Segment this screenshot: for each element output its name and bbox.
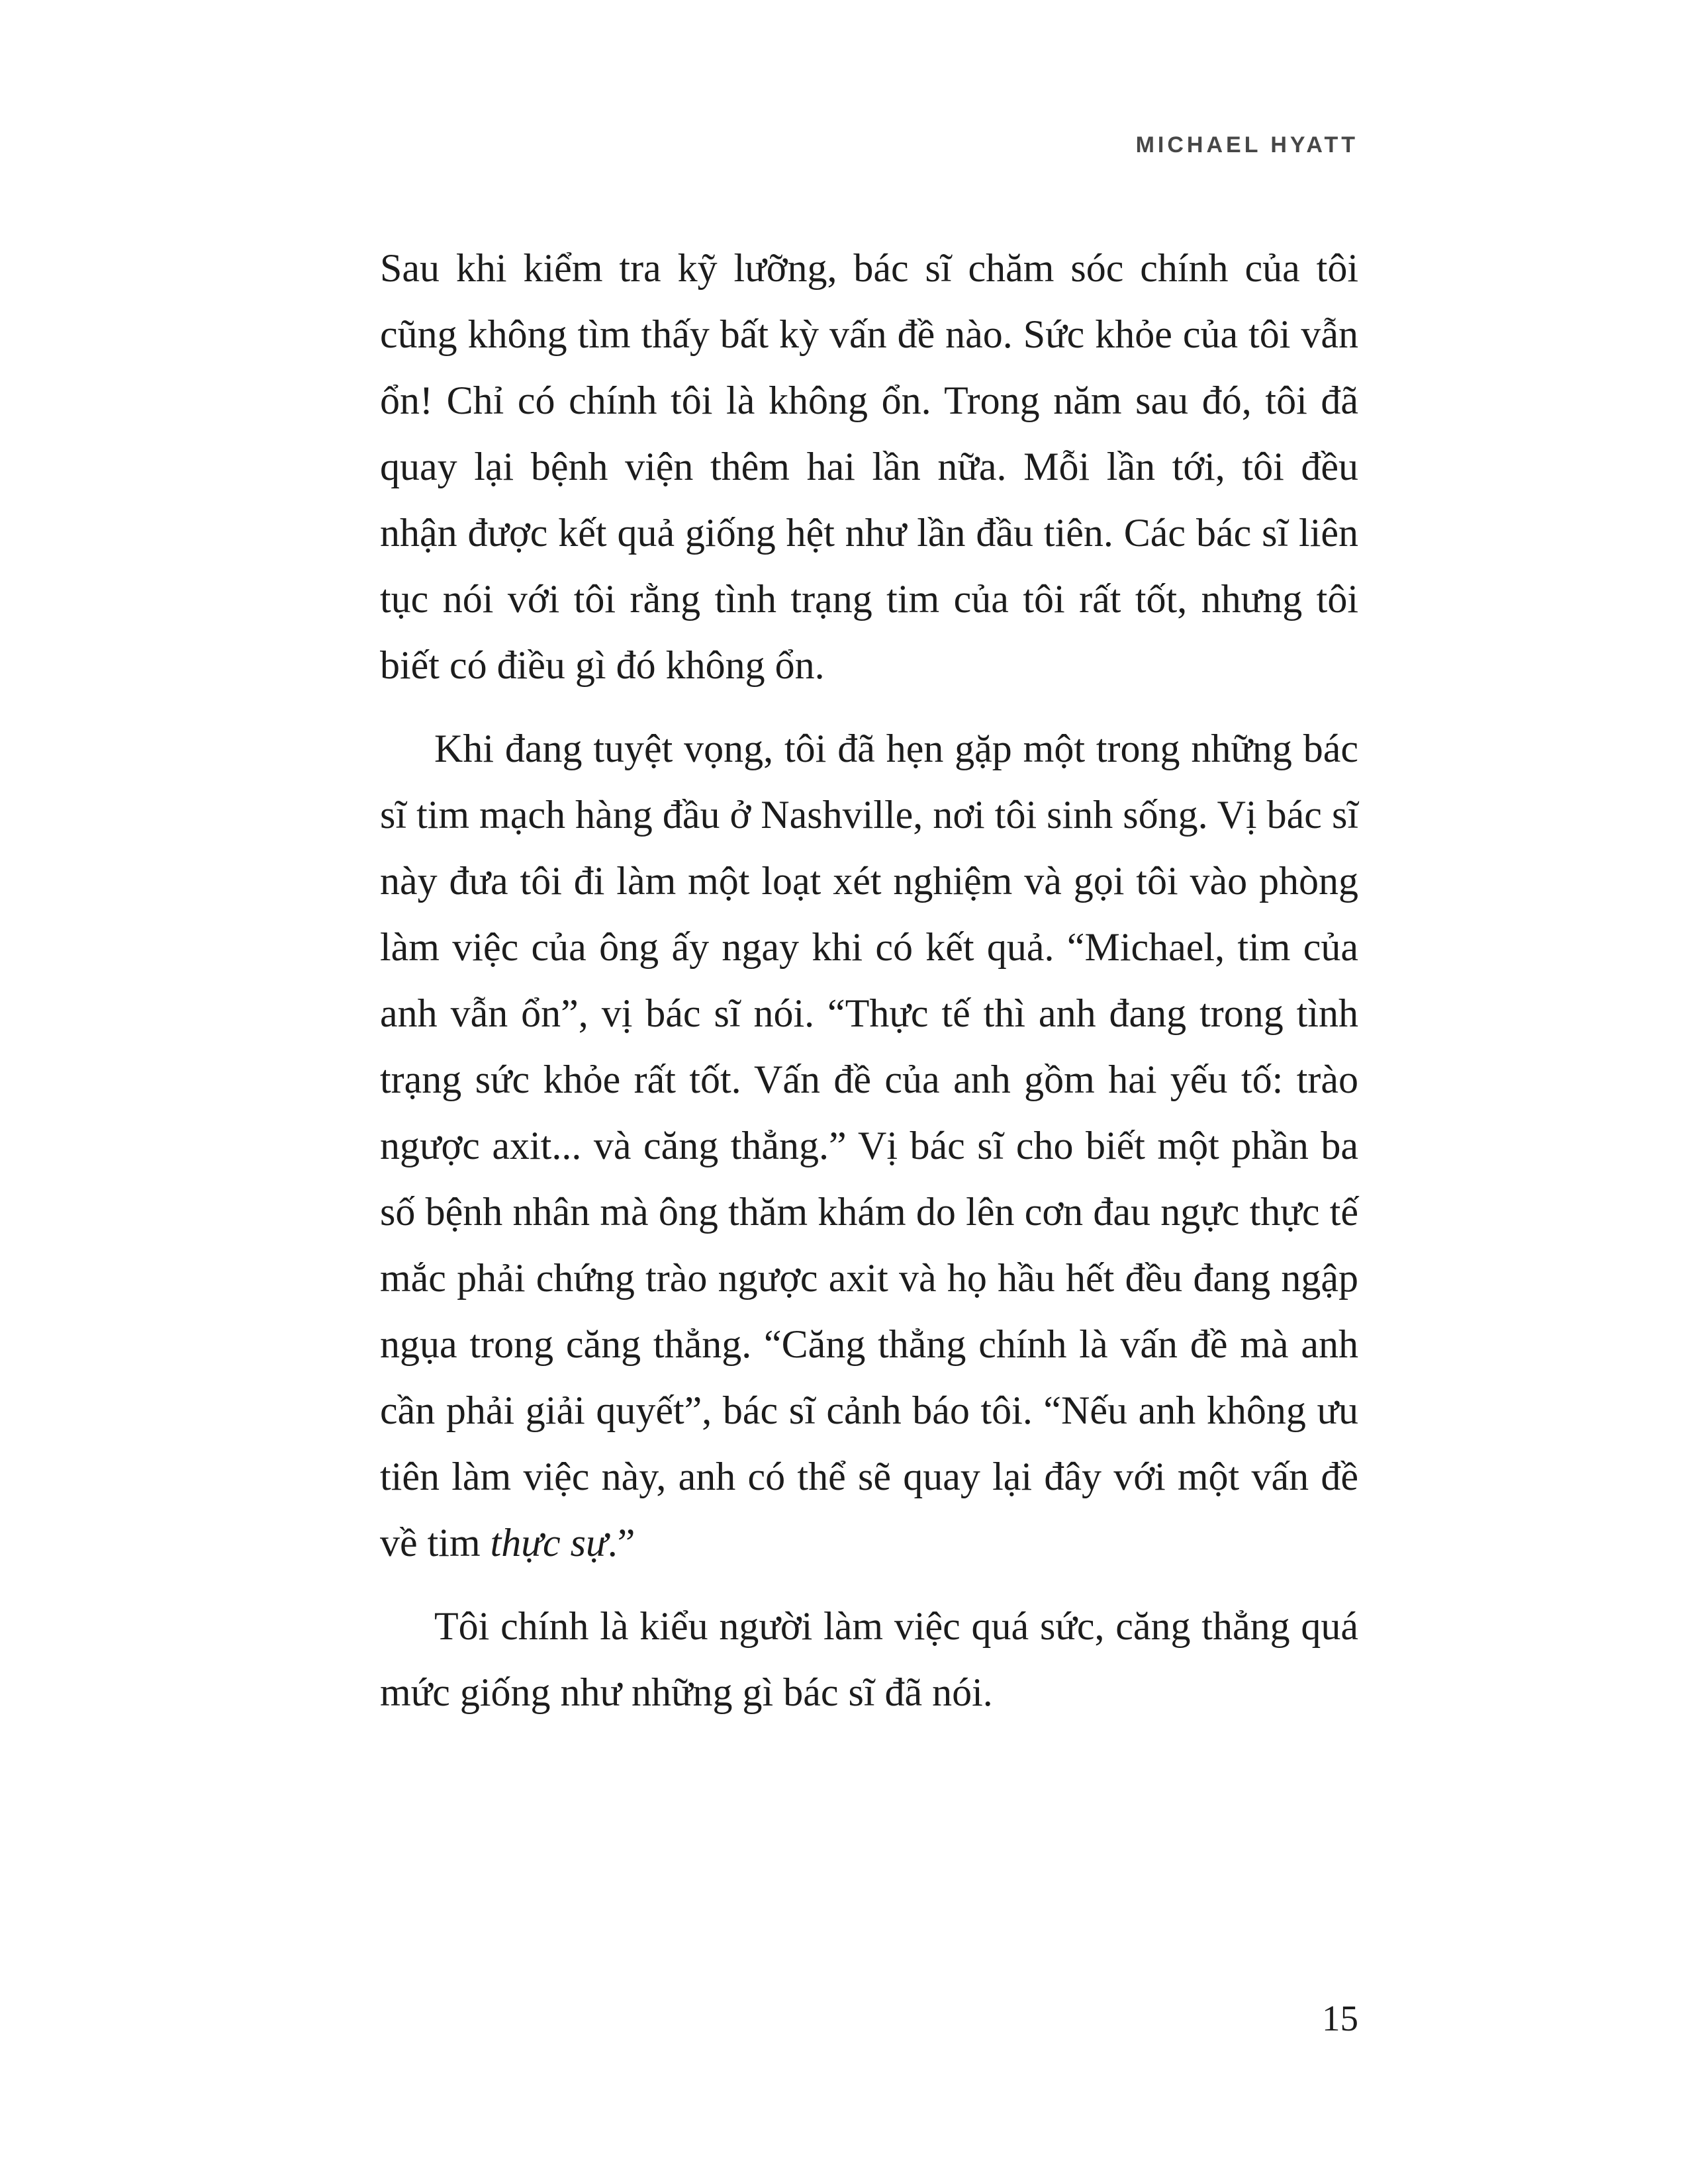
body-paragraph	[380, 1593, 1358, 1725]
paragraph-text: .”	[607, 1521, 635, 1565]
body-text	[380, 235, 1358, 1725]
paragraph-text: Sau khi kiểm tra kỹ lưỡng, bác sĩ chăm sóc chính của tôi cũng không tìm thấy bất kỳ vấn đề nào. Sức khỏe của tôi vẫn ổn! Chỉ có chính tôi là không ổn. Trong năm sau đó, tôi đã quay lại bệnh viện thêm hai lần nữa. Mỗi lần tới, tôi đều nhận được kết quả giống hệt như lần đầu tiên. Các bác sĩ liên tục nói với tôi rằng tình trạng tim của tôi rất tốt, nhưng tôi biết có điều gì đó không ổn.	[380, 246, 1358, 687]
body-paragraph	[380, 715, 1358, 1576]
emphasized-text: thực sự	[490, 1521, 608, 1565]
paragraph-text: Tôi chính là kiểu người làm việc quá sức, căng thẳng quá mức giống như những gì bác sĩ đã nói.	[380, 1604, 1358, 1714]
page-number: 15	[1322, 1998, 1358, 2038]
running-header: MICHAEL HYATT	[1135, 132, 1358, 158]
paragraph-text: Khi đang tuyệt vọng, tôi đã hẹn gặp một trong những bác sĩ tim mạch hàng đầu ở Nashville, nơi tôi sinh sống. Vị bác sĩ này đưa tôi đi làm một loạt xét nghiệm và gọi tôi vào phòng làm việc của ông ấy ngay khi có kết quả. “Michael, tim của anh vẫn ổn”, vị bác sĩ nói. “Thực tế thì anh đang trong tình trạng sức khỏe rất tốt. Vấn đề của anh gồm hai yếu tố: trào ngược axit... và căng thẳng.” Vị bác sĩ cho biết một phần ba số bệnh nhân mà ông thăm khám do lên cơn đau ngực thực tế mắc phải chứng trào ngược axit và họ hầu hết đều đang ngập ngụa trong căng thẳng. “Căng thẳng chính là vấn đề mà anh cần phải giải quyết”, bác sĩ cảnh báo tôi. “Nếu anh không ưu tiên làm việc này, anh có thể sẽ quay lại đây với một vấn đề về tim	[380, 727, 1358, 1565]
body-paragraph	[380, 235, 1358, 698]
